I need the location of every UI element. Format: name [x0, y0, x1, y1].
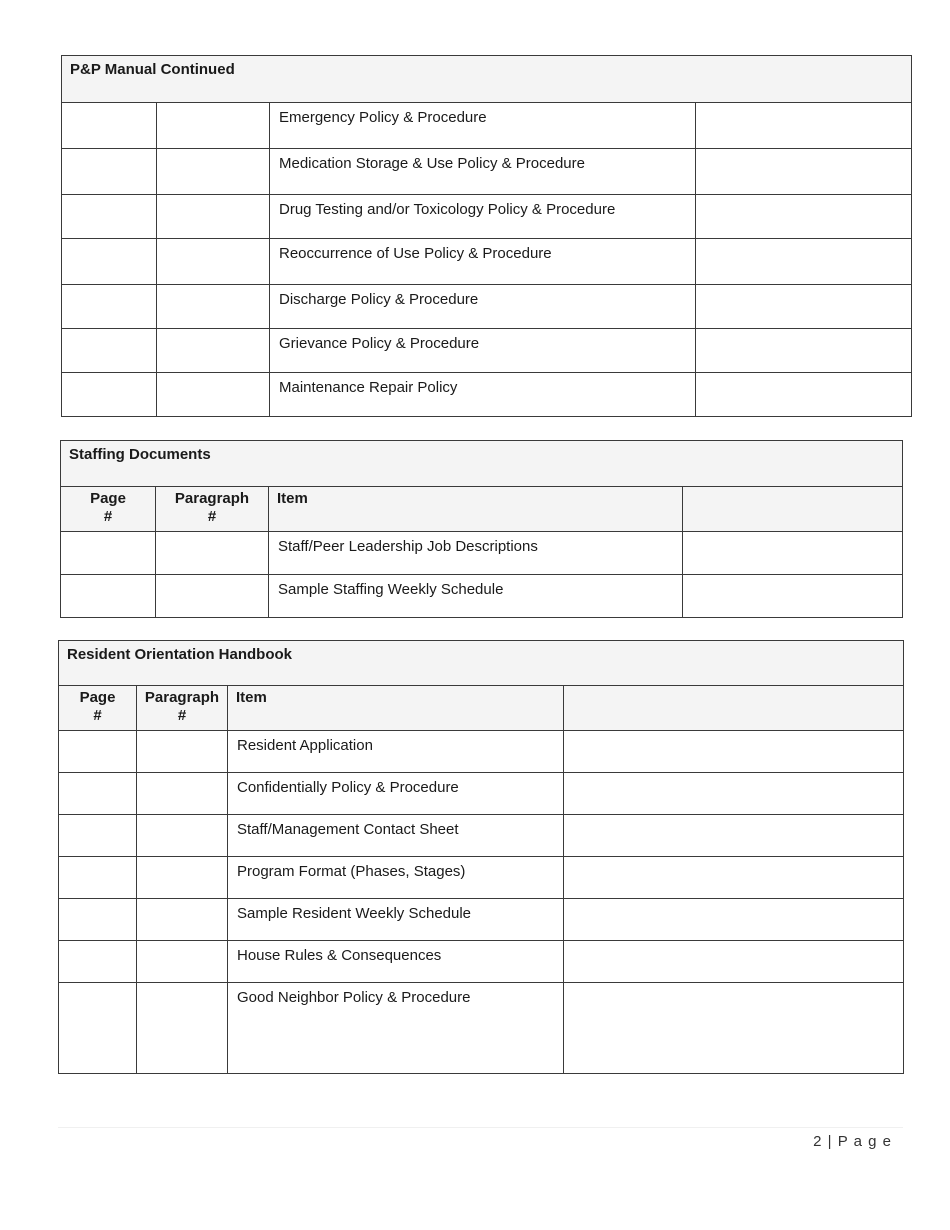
notes-header [683, 487, 903, 532]
page-cell[interactable] [62, 373, 157, 417]
item-cell: Drug Testing and/or Toxicology Policy & Procedure [270, 195, 696, 239]
notes-cell[interactable] [564, 731, 904, 773]
notes-cell[interactable] [696, 373, 912, 417]
notes-cell[interactable] [696, 329, 912, 373]
staffing-documents-table [60, 440, 903, 618]
paragraph-cell[interactable] [137, 773, 228, 815]
item-cell: Sample Resident Weekly Schedule [228, 899, 564, 941]
notes-cell[interactable] [696, 103, 912, 149]
page-cell[interactable] [61, 575, 156, 618]
notes-cell[interactable] [564, 899, 904, 941]
item-cell: Staff/Management Contact Sheet [228, 815, 564, 857]
page-cell[interactable] [59, 815, 137, 857]
notes-cell[interactable] [696, 239, 912, 285]
page-cell[interactable] [62, 239, 157, 285]
item-cell: Reoccurrence of Use Policy & Procedure [270, 239, 696, 285]
pp-manual-title: P&P Manual Continued [62, 56, 912, 103]
handbook-title: Resident Orientation Handbook [59, 641, 904, 686]
item-cell: Emergency Policy & Procedure [270, 103, 696, 149]
paragraph-cell[interactable] [157, 239, 270, 285]
item-cell: Maintenance Repair Policy [270, 373, 696, 417]
paragraph-header: Paragraph # [156, 487, 269, 532]
item-cell: Medication Storage & Use Policy & Procedure [270, 149, 696, 195]
paragraph-cell[interactable] [137, 983, 228, 1074]
notes-cell[interactable] [564, 941, 904, 983]
page-cell[interactable] [62, 285, 157, 329]
paragraph-cell[interactable] [157, 285, 270, 329]
notes-cell[interactable] [564, 815, 904, 857]
item-cell: Staff/Peer Leadership Job Descriptions [269, 532, 683, 575]
page-cell[interactable] [59, 983, 137, 1074]
notes-cell[interactable] [696, 285, 912, 329]
item-cell: Resident Application [228, 731, 564, 773]
paragraph-cell[interactable] [137, 731, 228, 773]
staffing-title: Staffing Documents [61, 441, 903, 487]
paragraph-cell[interactable] [137, 857, 228, 899]
page-cell[interactable] [59, 941, 137, 983]
page-cell[interactable] [61, 532, 156, 575]
paragraph-cell[interactable] [157, 329, 270, 373]
paragraph-cell[interactable] [137, 899, 228, 941]
item-cell: Sample Staffing Weekly Schedule [269, 575, 683, 618]
paragraph-cell[interactable] [157, 373, 270, 417]
item-cell: Good Neighbor Policy & Procedure [228, 983, 564, 1074]
paragraph-cell[interactable] [157, 195, 270, 239]
item-cell: Grievance Policy & Procedure [270, 329, 696, 373]
pp-manual-table [61, 55, 912, 417]
paragraph-cell[interactable] [156, 575, 269, 618]
resident-handbook-table [58, 640, 904, 1074]
paragraph-cell[interactable] [157, 149, 270, 195]
page-cell[interactable] [62, 195, 157, 239]
notes-cell[interactable] [683, 532, 903, 575]
item-cell: Confidentially Policy & Procedure [228, 773, 564, 815]
page-cell[interactable] [59, 899, 137, 941]
notes-cell[interactable] [696, 149, 912, 195]
item-cell: Program Format (Phases, Stages) [228, 857, 564, 899]
notes-header [564, 686, 904, 731]
item-cell: Discharge Policy & Procedure [270, 285, 696, 329]
notes-cell[interactable] [564, 983, 904, 1074]
paragraph-cell[interactable] [137, 941, 228, 983]
page-cell[interactable] [59, 773, 137, 815]
page-cell[interactable] [59, 857, 137, 899]
notes-cell[interactable] [564, 857, 904, 899]
item-header: Item [269, 487, 683, 532]
page-cell[interactable] [62, 103, 157, 149]
page-cell[interactable] [59, 731, 137, 773]
page-number: 2 | P a g e [813, 1133, 892, 1150]
item-cell: House Rules & Consequences [228, 941, 564, 983]
page-header: Page # [61, 487, 156, 532]
notes-cell[interactable] [696, 195, 912, 239]
paragraph-cell[interactable] [137, 815, 228, 857]
paragraph-cell[interactable] [157, 103, 270, 149]
page-cell[interactable] [62, 329, 157, 373]
paragraph-cell[interactable] [156, 532, 269, 575]
page-cell[interactable] [62, 149, 157, 195]
footer-divider [58, 1127, 903, 1128]
paragraph-header: Paragraph # [137, 686, 228, 731]
item-header: Item [228, 686, 564, 731]
page-header: Page # [59, 686, 137, 731]
notes-cell[interactable] [564, 773, 904, 815]
notes-cell[interactable] [683, 575, 903, 618]
